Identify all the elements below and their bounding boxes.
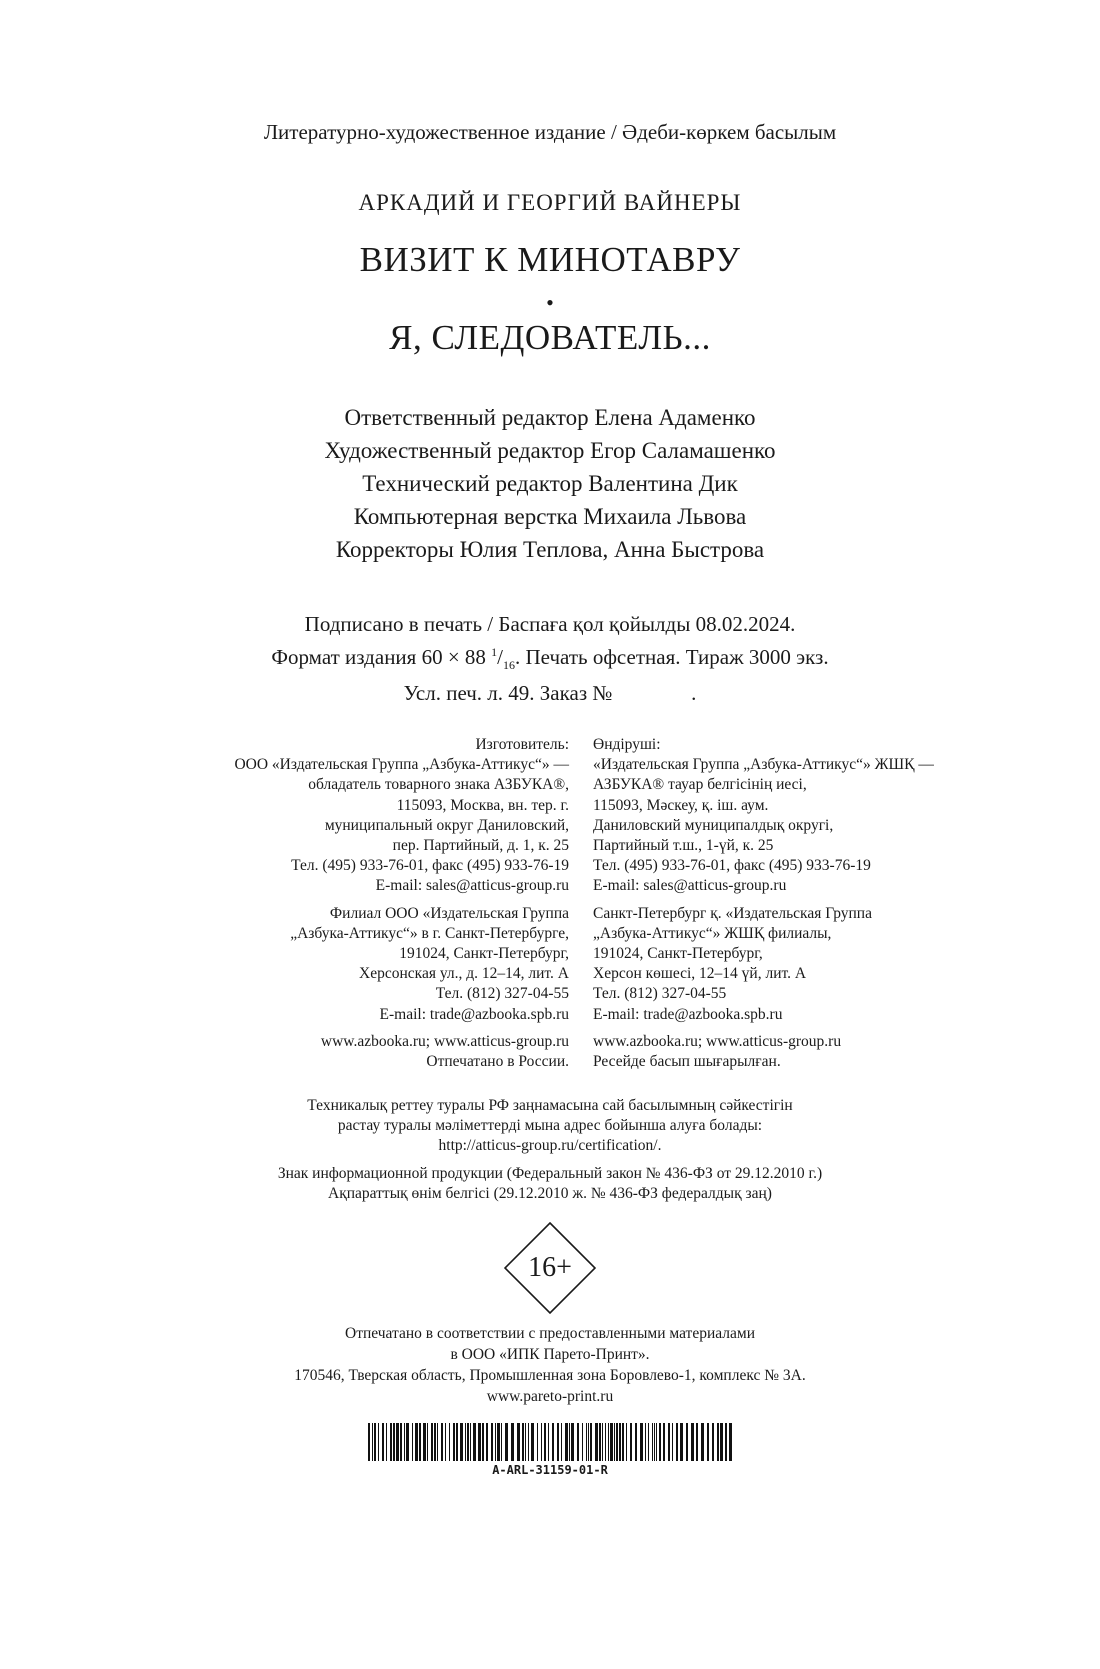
barcode-bar <box>696 1423 698 1461</box>
barcode-bar <box>412 1423 413 1461</box>
barcode-bar <box>517 1423 520 1461</box>
barcode-bar <box>449 1423 450 1461</box>
barcode-bar <box>368 1423 370 1461</box>
barcode-bar <box>431 1423 433 1461</box>
barcode-bar <box>590 1423 592 1461</box>
text-line: Өндіруші: <box>593 736 661 753</box>
barcode-bar <box>415 1423 418 1461</box>
text-line: Тел. (812) 327-04-55 <box>435 985 569 1003</box>
barcode-bar <box>640 1423 643 1461</box>
age-rating-badge <box>504 1222 596 1314</box>
barcode-bar <box>423 1423 426 1461</box>
barcode-bar <box>437 1423 438 1461</box>
text-line: E-mail: sales@atticus-group.ru <box>375 877 569 895</box>
format-suffix: . Печать офсетная. Тираж 3000 экз. <box>515 645 829 669</box>
barcode-bar <box>460 1423 463 1461</box>
barcode-bar <box>434 1423 436 1461</box>
barcode-bar <box>614 1423 615 1461</box>
text-line: Тел. (495) 933-76-01, факс (495) 933-76-19 <box>593 857 871 875</box>
barcode-bar <box>588 1423 589 1461</box>
text-line: Партийный т.ш., 1-үй, к. 25 <box>593 837 774 855</box>
barcode-bar <box>717 1423 719 1461</box>
barcode-bar <box>610 1423 613 1461</box>
print-info <box>0 610 1100 707</box>
barcode-bar <box>456 1423 458 1461</box>
credit-line: Ответственный редактор Елена Адаменко <box>344 405 756 430</box>
text-line: E-mail: sales@atticus-group.ru <box>593 877 787 895</box>
barcode-bar <box>378 1423 379 1461</box>
barcode-bar <box>608 1423 609 1461</box>
barcode-bar <box>557 1423 559 1461</box>
certification-link: http://atticus-group.ru/certification/. <box>438 1137 662 1154</box>
barcode-bar <box>470 1423 471 1461</box>
text-line: ООО «Издательская Группа „Азбука-Аттикус“» — <box>234 756 569 774</box>
barcode-bar <box>686 1423 688 1461</box>
barcode-bar <box>654 1423 655 1461</box>
text-line: Ақпараттық өнім белгісі (29.12.2010 ж. № 436-ФЗ федералдық заң) <box>328 1185 772 1202</box>
printer-website: www.pareto-print.ru <box>486 1388 614 1405</box>
barcode-bar <box>473 1423 476 1461</box>
barcode-bar <box>680 1423 683 1461</box>
format-prefix: Формат издания 60 × 88 <box>271 645 492 669</box>
format-num: 1 <box>491 645 498 659</box>
barcode-bar <box>478 1423 481 1461</box>
barcode-bar <box>505 1423 508 1461</box>
barcode-bar <box>491 1423 493 1461</box>
barcode-bar <box>382 1423 384 1461</box>
barcode-code: A-ARL-31159-01-R <box>492 1463 608 1477</box>
text-line: обладатель товарного знака АЗБУКА®, <box>308 776 569 794</box>
credit-line: Художественный редактор Егор Саламашенко <box>324 438 776 463</box>
text-line: E-mail: trade@azbooka.spb.ru <box>379 1005 569 1023</box>
barcode-bar <box>630 1423 632 1461</box>
text-line: 191024, Санкт-Петербург, <box>399 945 569 963</box>
barcode-bar <box>453 1423 455 1461</box>
barcode-bar <box>622 1423 624 1461</box>
text-line: Даниловский муниципалдық округі, <box>593 816 834 834</box>
web-kz-block <box>593 1032 934 1072</box>
text-line: E-mail: trade@azbooka.spb.ru <box>593 1005 783 1023</box>
barcode-bar <box>441 1423 443 1461</box>
barcode-bar <box>541 1423 542 1461</box>
barcode-bar <box>482 1423 484 1461</box>
barcode-bar <box>701 1423 704 1461</box>
manufacturer-kz-block <box>593 735 934 897</box>
barcode-bar <box>552 1423 554 1461</box>
text-line: муниципальный округ Даниловский, <box>324 816 569 834</box>
branch-kz-block <box>593 904 934 1025</box>
barcode-bar <box>374 1423 376 1461</box>
barcode-bar <box>672 1423 673 1461</box>
text-line: www.azbooka.ru; www.atticus-group.ru <box>593 1032 842 1050</box>
barcode-bar <box>400 1423 402 1461</box>
barcode-bar <box>522 1423 524 1461</box>
title-separator: • <box>546 290 554 315</box>
barcode-bar <box>605 1423 606 1461</box>
printer-info <box>0 1323 1100 1407</box>
barcode-bar <box>531 1423 534 1461</box>
format-line <box>0 638 1100 679</box>
text-line: Филиал ООО «Издательская Группа <box>329 904 569 922</box>
barcode-bar <box>372 1423 373 1461</box>
book-title-2: Я, СЛЕДОВАТЕЛЬ... <box>389 318 711 357</box>
text-line: АЗБУКА® тауар белгісінің иесі, <box>593 776 807 794</box>
barcode-bar <box>565 1423 568 1461</box>
barcode-bar <box>619 1423 621 1461</box>
barcode-bar <box>582 1423 583 1461</box>
edition-type: Литературно-художественное издание / Әдеби-көркем басылым <box>263 120 837 144</box>
text-line: www.azbooka.ru; www.atticus-group.ru <box>320 1032 569 1050</box>
barcode-bar <box>652 1423 653 1461</box>
barcode-bar <box>648 1423 649 1461</box>
info-product-sign <box>0 1164 1100 1204</box>
branch-ru-block <box>234 904 569 1025</box>
barcode-bar <box>668 1423 670 1461</box>
barcode-bar <box>656 1423 657 1461</box>
barcode-bar <box>626 1423 627 1461</box>
text-line: Тел. (495) 933-76-01, факс (495) 933-76-19 <box>291 857 569 875</box>
book-title-1: ВИЗИТ К МИНОТАВРУ <box>359 240 741 279</box>
barcode-bar <box>396 1423 399 1461</box>
barcode-bar <box>404 1423 405 1461</box>
barcode-bar <box>419 1423 421 1461</box>
text-line: Отпечатано в России. <box>426 1053 569 1071</box>
barcode-bar <box>725 1423 727 1461</box>
text-line: Херсонская ул., д. 12–14, лит. А <box>359 965 569 983</box>
barcode-bar <box>729 1423 732 1461</box>
barcode-bar <box>495 1423 496 1461</box>
text-line: Ресейде басып шығарылған. <box>593 1053 781 1071</box>
text-line: Изготовитель: <box>475 736 569 753</box>
manufacturer-kz <box>593 735 934 1079</box>
barcode-bar <box>537 1423 538 1461</box>
barcode-bar <box>569 1423 570 1461</box>
barcode-bar <box>497 1423 500 1461</box>
text-line: Тел. (812) 327-04-55 <box>593 985 727 1003</box>
barcode-bar <box>663 1423 665 1461</box>
barcode-bar <box>586 1423 587 1461</box>
credit-line: Корректоры Юлия Теплова, Анна Быстрова <box>335 537 765 562</box>
credit-line: Технический редактор Валентина Дик <box>362 471 738 496</box>
barcode-bar <box>511 1423 514 1461</box>
text-line: Санкт-Петербург қ. «Издательская Группа <box>593 904 872 922</box>
barcode-bar <box>616 1423 618 1461</box>
barcode-bar <box>599 1423 601 1461</box>
barcode-bar <box>445 1423 446 1461</box>
barcode-icon <box>368 1423 732 1461</box>
barcode-bar <box>386 1423 387 1461</box>
credit-line: Компьютерная верстка Михаила Львова <box>353 504 747 529</box>
text-line: в ООО «ИПК Парето-Принт». <box>450 1346 650 1363</box>
text-line: 170546, Тверская область, Промышленная зона Боровлево-1, комплекс № 3А. <box>294 1367 806 1384</box>
text-line: Знак информационной продукции (Федеральный закон № 436-ФЗ от 29.12.2010 г.) <box>277 1165 823 1182</box>
barcode-bar <box>427 1423 428 1461</box>
barcode-bar <box>528 1423 529 1461</box>
text-line: Техникалық реттеу туралы РФ заңнамасына сай басылымның сәйкестігін <box>307 1097 793 1114</box>
format-slash: / <box>497 645 504 669</box>
authors: АРКАДИЙ И ГЕОРГИЙ ВАЙНЕРЫ <box>358 190 742 215</box>
text-line: Отпечатано в соответствии с предоставленными материалами <box>345 1325 755 1342</box>
barcode-bar <box>465 1423 466 1461</box>
barcode-bar <box>707 1423 709 1461</box>
barcode-bar <box>602 1423 603 1461</box>
certification-note <box>0 1096 1100 1156</box>
barcode-bar <box>501 1423 502 1461</box>
barcode-bar <box>691 1423 694 1461</box>
text-line: пер. Партийный, д. 1, к. 25 <box>392 837 569 855</box>
barcode-bar <box>548 1423 549 1461</box>
barcode-bar <box>676 1423 678 1461</box>
text-line: 115093, Мәскеу, қ. іш. аум. <box>593 796 769 814</box>
text-line: 115093, Москва, вн. тер. г. <box>396 796 569 814</box>
barcode-bar <box>720 1423 723 1461</box>
credits <box>0 401 1100 566</box>
text-line: растау туралы мәліметтерді мына адрес бойынша алуға болады: <box>337 1117 763 1134</box>
barcode-bar <box>635 1423 637 1461</box>
text-line: Херсон көшесі, 12–14 үй, лит. А <box>593 965 807 983</box>
barcode-bar <box>659 1423 661 1461</box>
barcode-bar <box>544 1423 546 1461</box>
text-line: 191024, Санкт-Петербург, <box>593 945 763 963</box>
barcode-bar <box>712 1423 714 1461</box>
format-den: 16 <box>503 658 516 673</box>
barcode-bar <box>467 1423 469 1461</box>
barcode-bar <box>577 1423 579 1461</box>
barcode-bar <box>561 1423 562 1461</box>
signed-line: Подписано в печать / Баспаға қол қойылды 08.02.2024. <box>304 612 796 636</box>
barcode-bar <box>393 1423 395 1461</box>
barcode-bar <box>525 1423 526 1461</box>
manufacturer-ru-block <box>234 735 569 897</box>
manufacturer-ru <box>234 735 569 1079</box>
text-line: „Азбука-Аттикус“» ЖШҚ филиалы, <box>593 924 832 942</box>
age-rating-label: 16+ <box>528 1252 572 1283</box>
barcode-bar <box>406 1423 409 1461</box>
barcode-bar <box>390 1423 392 1461</box>
text-line: „Азбука-Аттикус“» в г. Санкт-Петербурге, <box>290 924 569 942</box>
web-ru-block <box>234 1032 569 1072</box>
barcode-bar <box>486 1423 488 1461</box>
barcode-bar <box>595 1423 598 1461</box>
barcode-bar <box>645 1423 646 1461</box>
text-line: «Издательская Группа „Азбука-Аттикус“» ЖШҚ — <box>593 756 934 774</box>
barcode-bar <box>571 1423 574 1461</box>
order-line: Усл. печ. л. 49. Заказ № . <box>403 681 697 706</box>
